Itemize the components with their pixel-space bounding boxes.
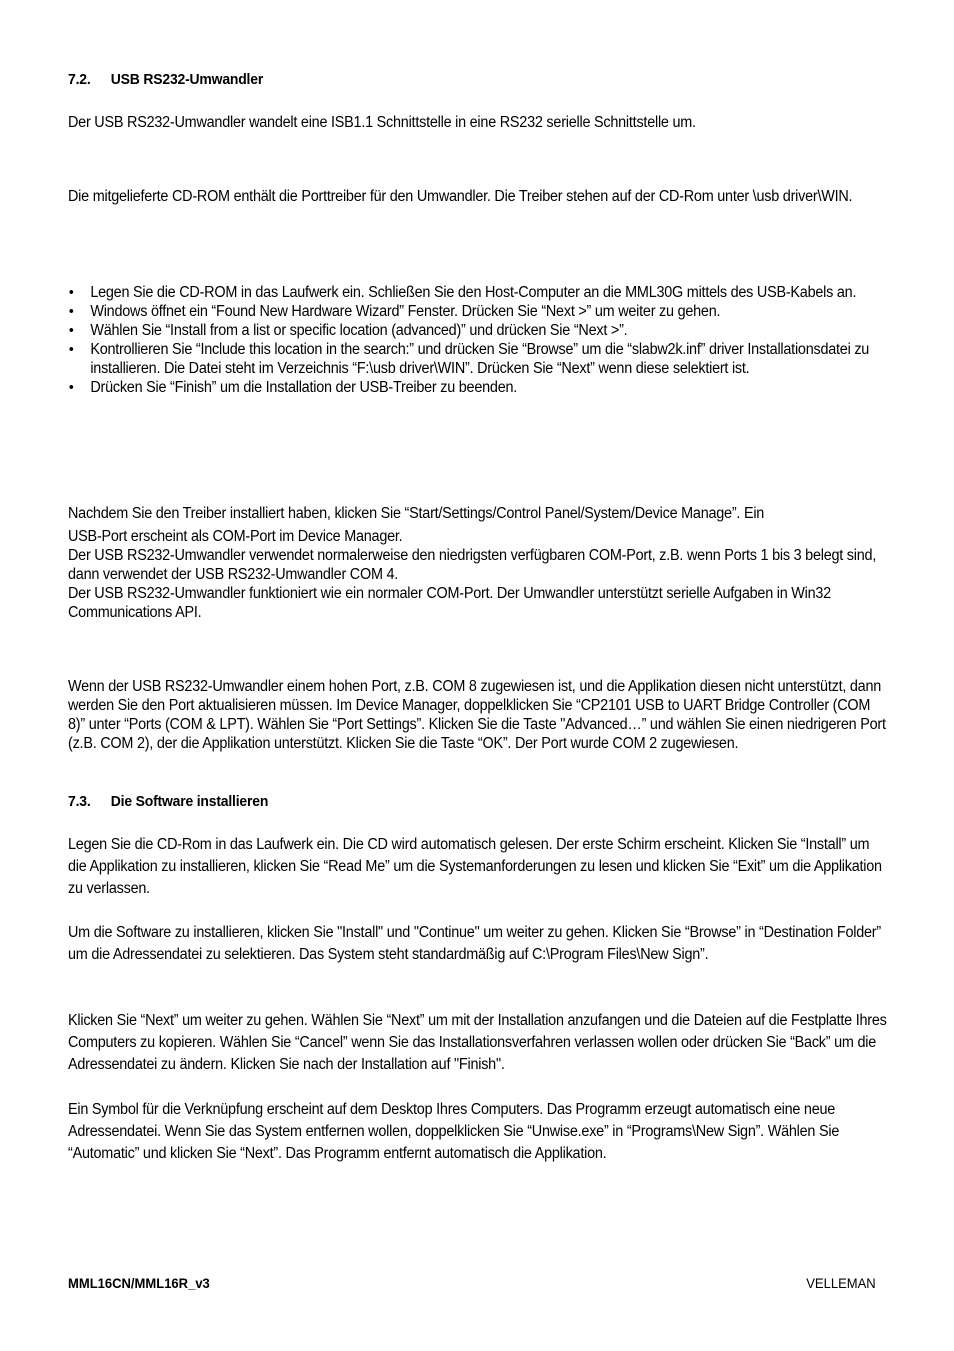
list-item: • Legen Sie die CD-ROM in das Laufwerk ein. Schließen Sie den Host-Computer an die MML30G mittels des USB-Kabels an. <box>68 283 888 302</box>
after-install-line1: Nachdem Sie den Treiber installiert haben, klicken Sie “Start/Settings/Control Panel/System/Device Manage”. Ein <box>68 505 765 522</box>
after-install-block <box>68 503 888 622</box>
cdrom-paragraph: Die mitgelieferte CD-ROM enthält die Porttreiber für den Umwandler. Die Treiber stehen auf der CD-Rom unter \usb driver\WIN. <box>68 188 853 205</box>
section-title: USB RS232-Umwandler <box>110 71 264 88</box>
intro-paragraph: Der USB RS232-Umwandler wandelt eine ISB1.1 Schnittstelle in eine RS232 serielle Schnittstelle um. <box>68 114 696 131</box>
software-paragraph-4: Ein Symbol für die Verknüpfung erscheint auf dem Desktop Ihres Computers. Das Programm erzeugt automatisch eine neue Adressendatei. Wenn Sie das System entfernen wollen, doppelklicken Sie “Unwise.exe” in “Programs\New Sign”. Wählen Sie “Automatic” und klicken Sie “Next”. Das Programm entfernt automatisch die Applikation. <box>68 1101 840 1162</box>
footer-model: MML16CN/MML16R_v3 <box>68 1275 210 1291</box>
list-item: • Windows öffnet ein “Found New Hardware Wizard” Fenster. Drücken Sie “Next >” um weiter zu gehen. <box>68 302 888 321</box>
list-item: • Wählen Sie “Install from a list or specific location (advanced)” und drücken Sie “Next >”. <box>68 321 888 340</box>
after-install-para2: Der USB RS232-Umwandler verwendet normalerweise den niedrigsten verfügbaren COM-Port, z.B. wenn Ports 1 bis 3 belegt sind, dann verwendet der USB RS232-Umwandler COM 4. <box>68 547 877 583</box>
footer-brand: VELLEMAN <box>806 1275 876 1291</box>
software-paragraph-2: Um die Software zu installieren, klicken Sie "Install" und "Continue" um weiter zu gehen. Klicken Sie “Browse” in “Destination Folder” um die Adressendatei zu selektieren. Das System steht standardmäßig auf C:\Program Files\New Sign”. <box>68 924 881 963</box>
list-item: • Kontrollieren Sie “Include this location in the search:” und drücken Sie “Browse” um die “slabw2k.inf” driver Installationsdatei zu installieren. Die Datei steht im Verzeichnis “F:\usb driver\WIN”. Drücken Sie “Next” wenn diese selektiert ist. <box>68 340 888 378</box>
section-heading-7-2 <box>68 71 888 88</box>
high-port-paragraph: Wenn der USB RS232-Umwandler einem hohen Port, z.B. COM 8 zugewiesen ist, und die Applikation diesen nicht unterstützt, dann werden Sie den Port aktualisieren müssen. Im Device Manager, doppelklicken Sie “CP2101 USB to UART Bridge Controller (COM 8)” unter “Ports (COM & LPT). Wählen Sie “Port Settings”. Klicken Sie die Taste "Advanced…” und wählen Sie einen niedrigeren Port (z.B. COM 2), der die Applikation unterstützt. Klicken Sie die Taste “OK”. Der Port wurde COM 2 zugewiesen. <box>68 678 886 752</box>
section-title: Die Software installieren <box>110 793 269 810</box>
after-install-line2: USB-Port erscheint als COM-Port im Device Manager. <box>68 528 403 545</box>
software-paragraph-1: Legen Sie die CD-Rom in das Laufwerk ein. Die CD wird automatisch gelesen. Der erste Schirm erscheint. Klicken Sie “Install” um die Applikation zu installieren, klicken Sie “Read Me” um die Systemanforderungen zu lesen und klicken Sie “Exit” um die Applikation zu verlassen. <box>68 836 882 897</box>
after-install-para3: Der USB RS232-Umwandler funktioniert wie ein normaler COM-Port. Der Umwandler unterstützt serielle Aufgaben in Win32 Communications API. <box>68 585 831 621</box>
section-heading-7-3 <box>68 793 888 810</box>
section-number: 7.3. <box>68 793 91 810</box>
list-item: • Drücken Sie “Finish” um die Installation der USB-Treiber zu beenden. <box>68 378 888 397</box>
install-steps-list <box>68 283 888 397</box>
section-number: 7.2. <box>68 71 91 88</box>
software-paragraph-3: Klicken Sie “Next” um weiter zu gehen. Wählen Sie “Next” um mit der Installation anzufangen und die Dateien auf die Festplatte Ihres Computers zu kopieren. Wählen Sie “Cancel” wenn Sie das Installationsverfahren verlassen wollen oder drücken Sie “Back” um die Adressendatei zu ändern. Klicken Sie nach der Installation auf "Finish". <box>68 1012 887 1073</box>
